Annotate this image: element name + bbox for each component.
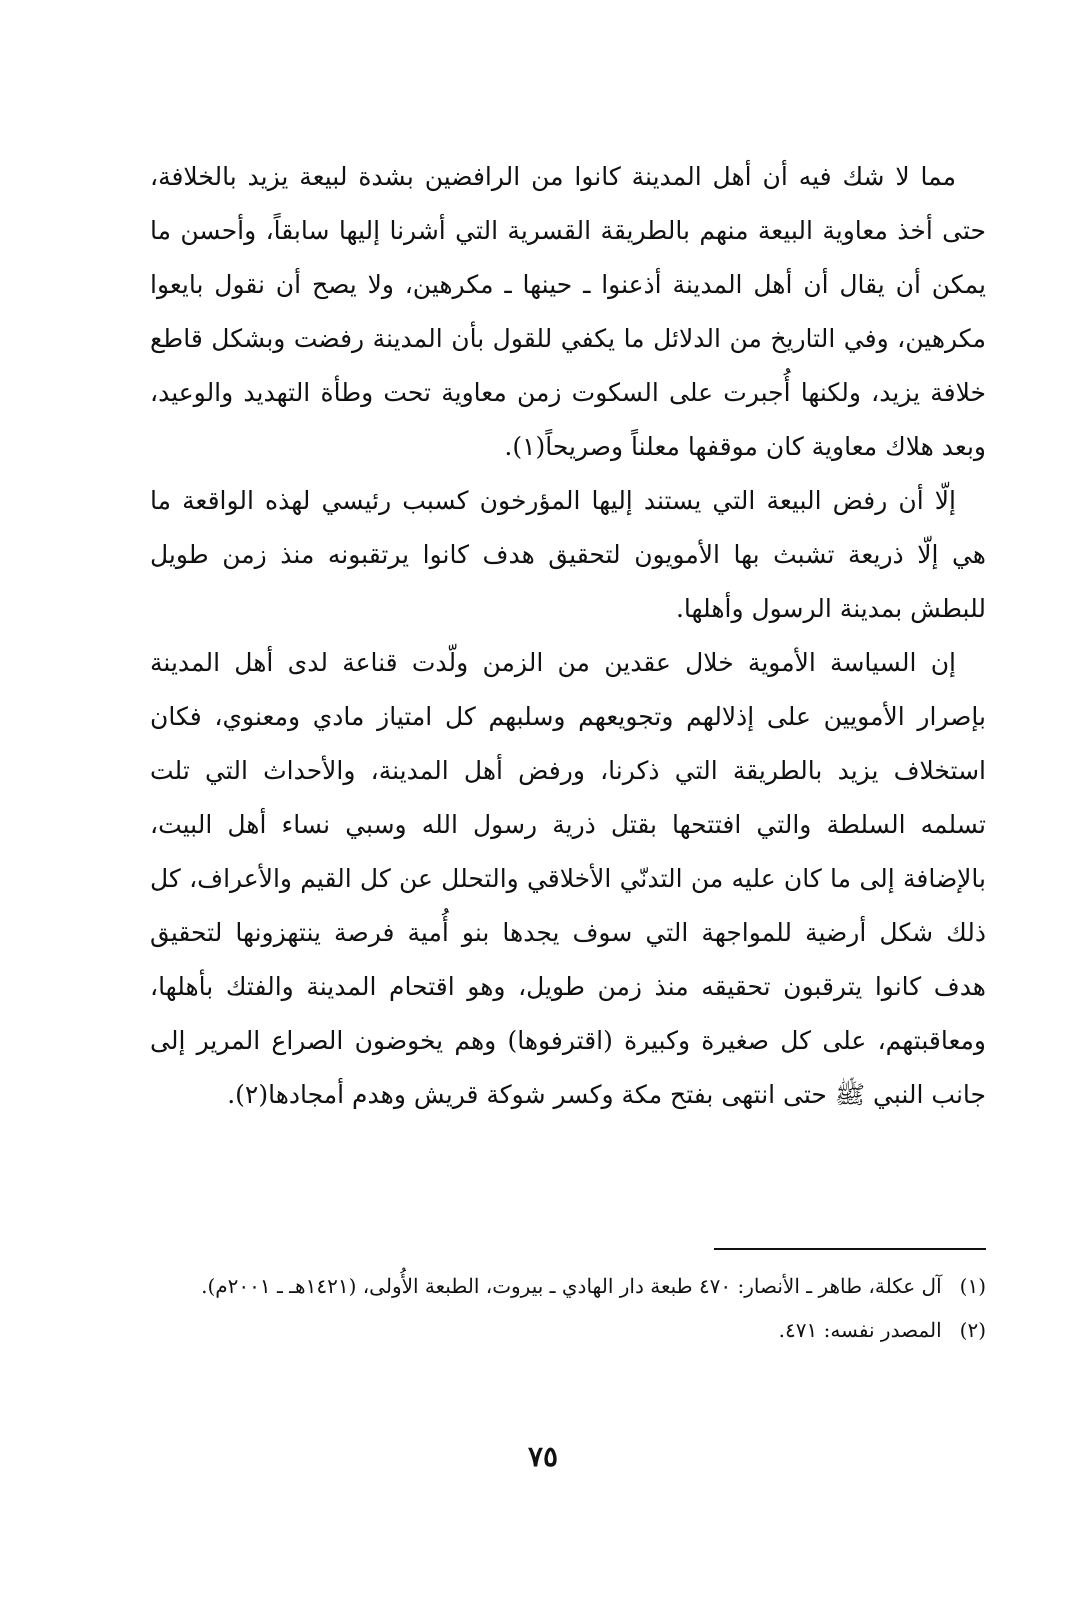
paragraph-2: إلّا أن رفض البيعة التي يستند إليها المؤرخون كسبب رئيسي لهذه الواقعة ما هي إلّا ذريعة تشبث بها الأمويون لتحقيق هدف كانوا يرتقبونه منذ زمن طويل للبطش بمدينة الرسول وأهلها. xyxy=(150,486,986,623)
footnote-separator xyxy=(714,1248,986,1250)
footnote-1-text: آل عكلة، طاهر ـ الأنصار: ٤٧٠ طبعة دار الهادي ـ بيروت، الطبعة الأُولى، (١٤٢١هـ ـ ٢٠٠١م). xyxy=(201,1274,942,1298)
paragraph-1: مما لا شك فيه أن أهل المدينة كانوا من الرافضين بشدة لبيعة يزيد بالخلافة، حتى أخذ معاوية البيعة منهم بالطريقة القسرية التي أشرنا إليها سابقاً، وأحسن ما يمكن أن يقال أن أهل المدينة أذعنوا ـ حينها ـ مكرهين، ولا يصح أن نقول بايعوا مكرهين، وفي التاريخ من الدلائل ما يكفي للقول بأن المدينة رفضت وبشكل قاطع خلافة يزيد، ولكنها أُجبرت على السكوت زمن معاوية تحت وطأة التهديد والوعيد، وبعد هلاك معاوية كان موقفها معلناً وصريحاً(١). xyxy=(150,162,986,461)
body-text xyxy=(150,150,986,1122)
page-number: ٧٥ xyxy=(527,1440,559,1473)
paragraph-3: إن السياسة الأموية خلال عقدين من الزمن ولّدت قناعة لدى أهل المدينة بإصرار الأمويين على إذلالهم وتجويعهم وسلبهم كل امتياز مادي ومعنوي، فكان استخلاف يزيد بالطريقة التي ذكرنا، ورفض أهل المدينة، والأحداث التي تلت تسلمه السلطة والتي افتتحها بقتل ذرية رسول الله وسبي نساء أهل البيت، بالإضافة إلى ما كان عليه من التدنّي الأخلاقي والتحلل عن كل القيم والأعراف، كل ذلك شكل أرضية للمواجهة التي سوف يجدها بنو أُمية فرصة ينتهزونها لتحقيق هدف كانوا يترقبون تحقيقه منذ زمن طويل، وهو اقتحام المدينة والفتك بأهلها، ومعاقبتهم، على كل صغيرة وكبيرة (اقترفوها) وهم يخوضون الصراع المرير إلى جانب النبي ﷺ حتى انتهى بفتح مكة وكسر شوكة قريش وهدم أمجادها(٢). xyxy=(150,648,987,1109)
document-page xyxy=(150,150,986,1122)
footnote-2 xyxy=(150,1308,986,1352)
footnote-1 xyxy=(150,1264,986,1308)
footnote-2-text: المصدر نفسه: ٤٧١. xyxy=(778,1318,942,1342)
footnotes xyxy=(150,1264,986,1352)
footnote-2-number: (٢) xyxy=(959,1318,986,1342)
footnote-1-number: (١) xyxy=(959,1274,986,1298)
